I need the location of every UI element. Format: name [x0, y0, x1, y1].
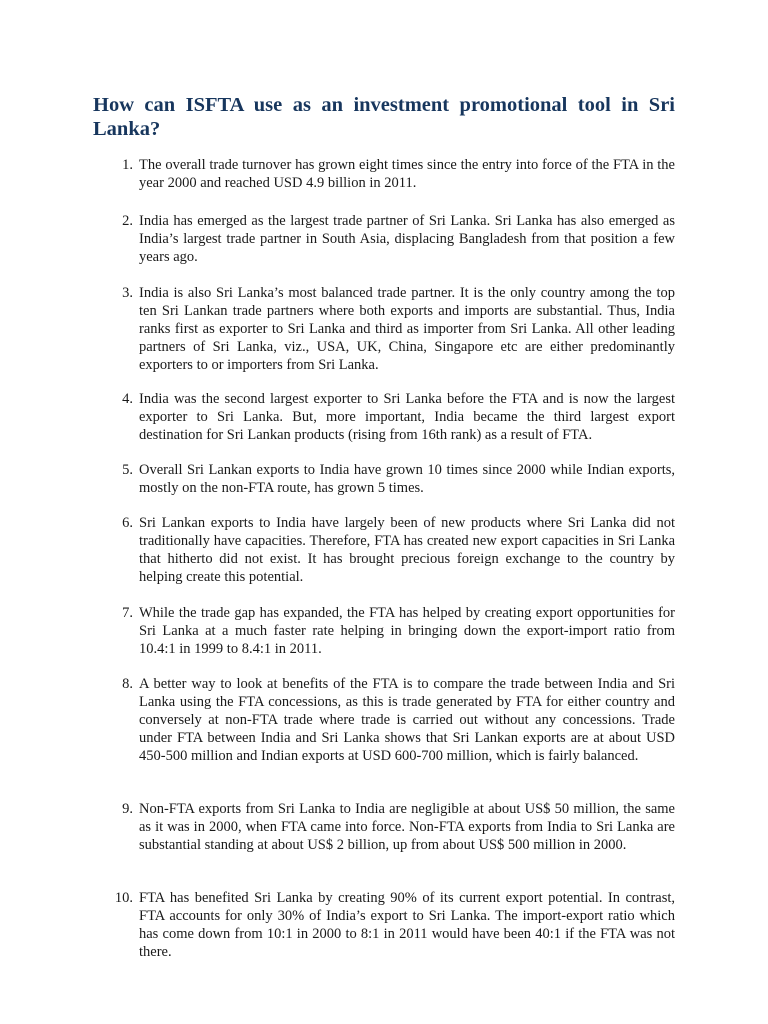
list-item-text: A better way to look at benefits of the FTA is to compare the trade between India and Sri Lanka using the FTA concessions, as this is trade generated by FTA for either country and conversely at non-FTA trade where trade is carried out without any concessions. Trade under FTA between India and Sri Lanka shows that Sri Lankan exports are at about USD 450-500 million and Indian exports at USD 600-700 million, which is fairly balanced.	[139, 676, 675, 764]
list-item-text: While the trade gap has expanded, the FTA has helped by creating export opportunities for Sri Lanka at a much faster rate helping in bringing down the export-import ratio from 10.4:1 in 1999 to 8.4:1 in 2011.	[139, 605, 675, 657]
list-item-text: Overall Sri Lankan exports to India have grown 10 times since 2000 while Indian exports, mostly on the non-FTA route, has grown 5 times.	[139, 462, 675, 496]
list-item-number: 2.	[122, 213, 133, 229]
list-item-number: 10.	[114, 890, 133, 906]
list-item-text: Sri Lankan exports to India have largely been of new products where Sri Lanka did not traditionally have capacities. Therefore, FTA has created new export capacities in Sri Lanka that hitherto did not exist. It has brought precious foreign exchange to the country by helping create this potential.	[139, 515, 675, 585]
list-item-text: FTA has benefited Sri Lanka by creating 90% of its current export potential. In contrast, FTA accounts for only 30% of India’s export to Sri Lanka. The import-export ratio which has come down from 10:1 in 2000 to 8:1 in 2011 would have been 40:1 if the FTA was not there.	[139, 890, 675, 960]
page-title: How can ISFTA use as an investment promotional tool in Sri Lanka?	[93, 94, 675, 140]
list-item-number: 4.	[122, 391, 133, 407]
list-item-number: 1.	[122, 157, 133, 173]
list-item-text: India is also Sri Lanka’s most balanced trade partner. It is the only country among the top ten Sri Lankan trade partners where both exports and imports are substantial. Thus, India ranks first as exporter to Sri Lanka and third as importer from Sri Lanka. All other leading partners of Sri Lanka, viz., USA, UK, China, Singapore etc are either predominantly exporters to or importers from Sri Lanka.	[139, 285, 675, 373]
list-item-number: 9.	[122, 801, 133, 817]
list-item-number: 6.	[122, 515, 133, 531]
list-item-number: 3.	[122, 285, 133, 301]
list-item-number: 7.	[122, 605, 133, 621]
list-item-number: 5.	[122, 462, 133, 478]
list-item-text: Non-FTA exports from Sri Lanka to India are negligible at about US$ 50 million, the same as it was in 2000, when FTA came into force. Non-FTA exports from India to Sri Lanka are substantial standing at about US$ 2 billion, up from about US$ 500 million in 2000.	[139, 801, 675, 853]
list-item-text: The overall trade turnover has grown eight times since the entry into force of the FTA in the year 2000 and reached USD 4.9 billion in 2011.	[139, 157, 675, 191]
list-item-text: India was the second largest exporter to Sri Lanka before the FTA and is now the largest exporter to Sri Lanka. But, more important, India became the third largest export destination for Sri Lankan products (rising from 16th rank) as a result of FTA.	[139, 391, 675, 443]
list-item-number: 8.	[122, 676, 133, 692]
list-item-text: India has emerged as the largest trade partner of Sri Lanka. Sri Lanka has also emerged as India’s largest trade partner in South Asia, displacing Bangladesh from that position a few years ago.	[139, 213, 675, 265]
